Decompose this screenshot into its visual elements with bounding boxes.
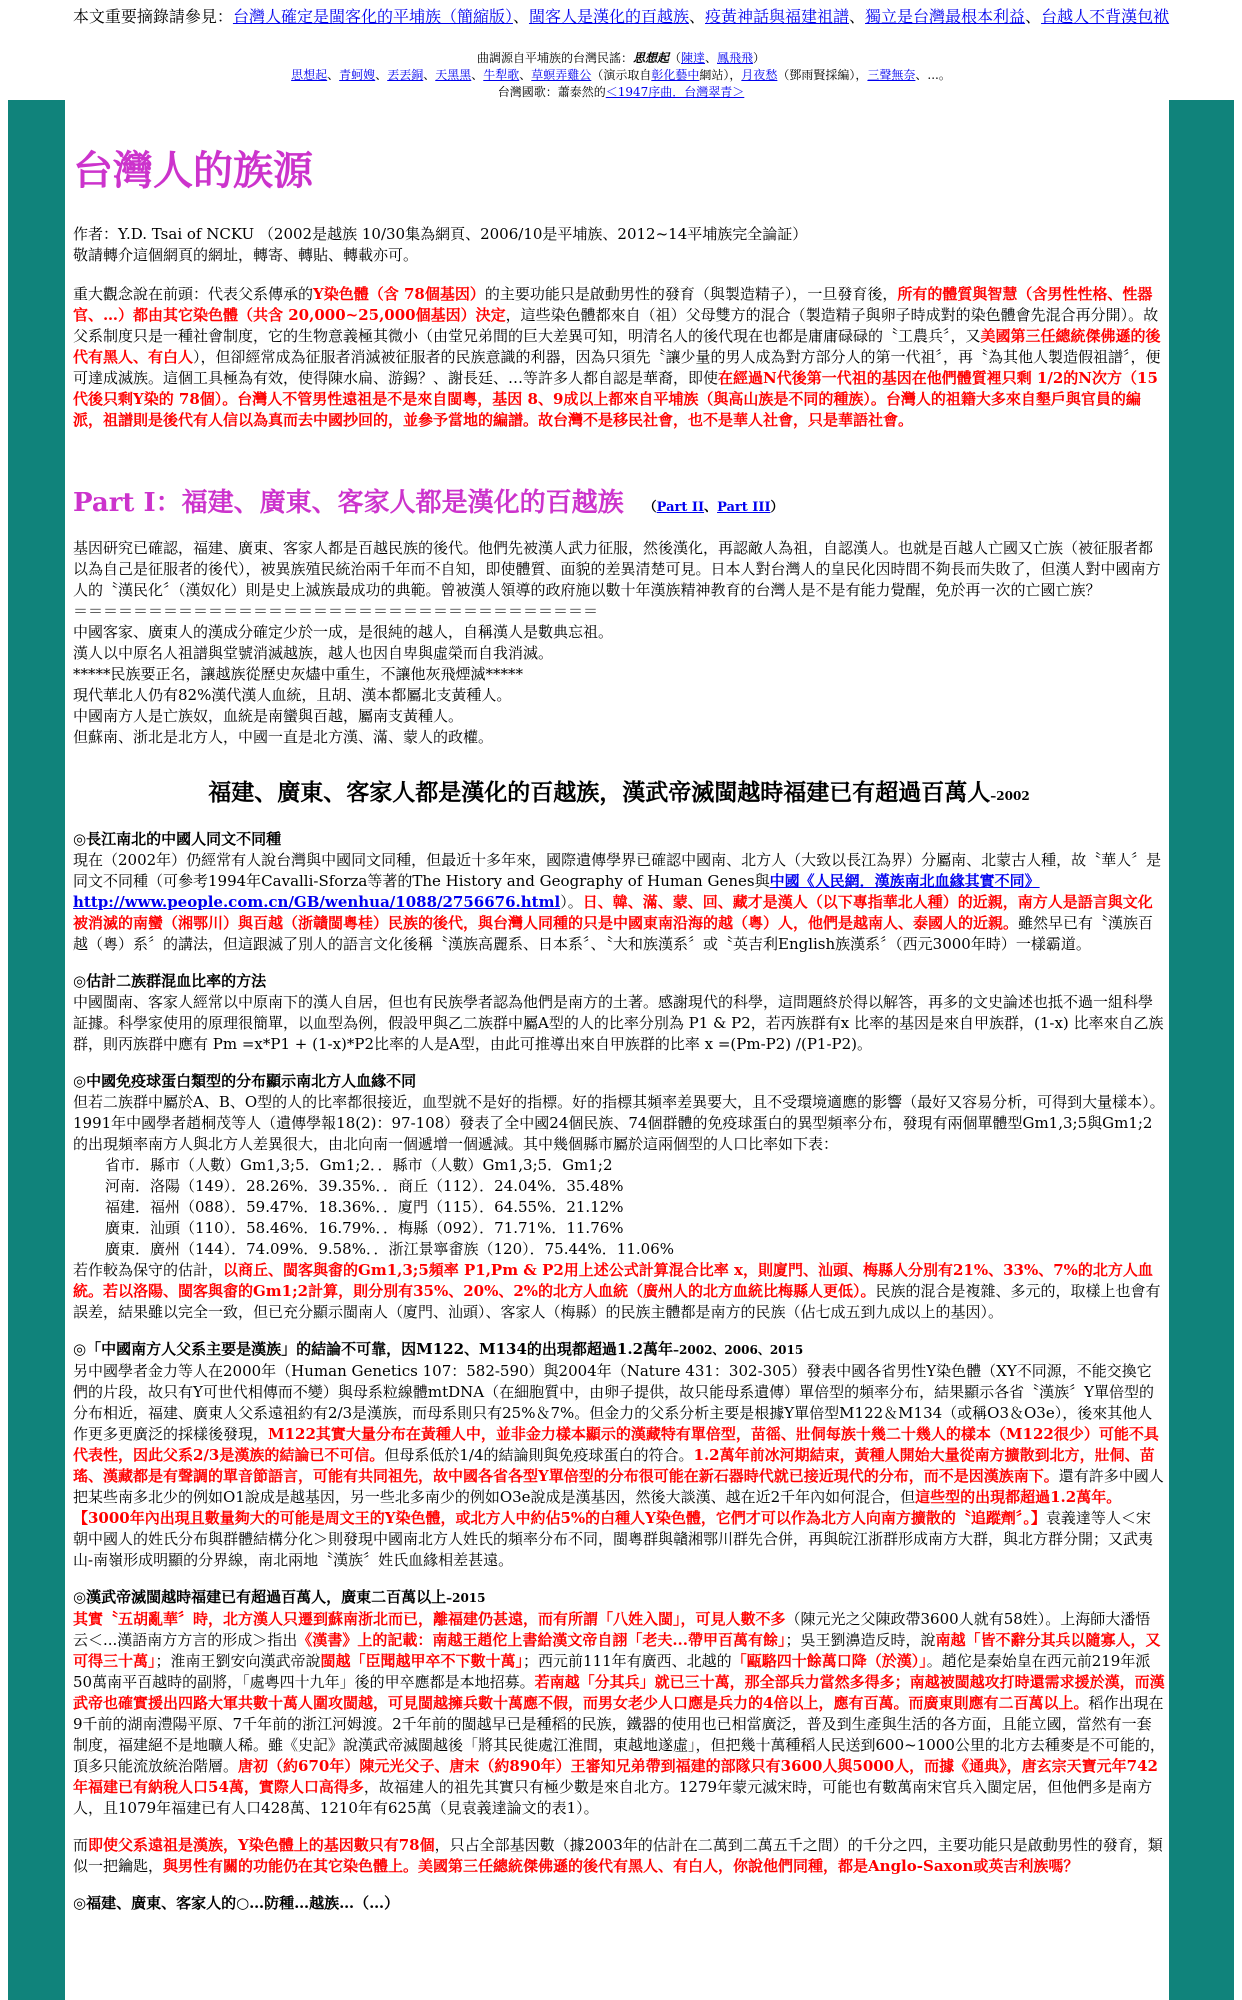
s2-title: ◎估計二族群混血比率的方法 bbox=[73, 972, 267, 990]
part-title: Part I：福建、廣東、客家人都是漢化的百越族 bbox=[73, 488, 624, 518]
part-2-link[interactable]: Part II bbox=[656, 500, 705, 515]
poem-line-5: 中國南方人是亡族奴，血統是南蠻與百越，屬南支黃種人。 bbox=[73, 707, 464, 725]
part-3-link[interactable]: Part III bbox=[717, 500, 771, 515]
song-link-fengfeifei[interactable]: 鳳飛飛 bbox=[717, 51, 754, 65]
s5-paragraph: 其實〝五胡亂華〞時，北方漢人只遷到蘇南浙北而已，離福建仍甚遠，而有所謂「八姓入閩」，可見人數不多（陳元光之父陳政帶3600人就有58姓）。上海師大潘悟云＜...漢語南方方言的形成＞指出《漢書》上的記載：南越王趙佗上書給漢文帝自詡「老夫...帶甲百萬有餘」；吳王劉濞造反時，說南越「皆不辭分其兵以隨寡人，又可得三十萬」；淮南王劉安向漢武帝說閩越「臣聞越甲卒不下數十萬」；西元前111年有廣西、北越的「甌駱四十餘萬口降（於漢）」。趙佗是秦始皇在西元前219年派50萬南平百越時的副將，「處粵四十九年」後的甲卒應都是本地招募。若南越「分其兵」就已三十萬，那全部兵力當然多得多；南越被閩越攻打時還需求援於漢，而漢武帝也確實援出四路大軍共數十萬人圍攻閩越，可見閩越擁兵數十萬應不假，而男女老少人口應是兵力的4倍以上，應有百萬。而廣東則應有二百萬以上。稻作出現在9千前的湖南澧陽平原、7千年前的浙江河姆渡。2千年前的閩越早已是種稻的民族，鐵器的使用也已相當廣泛，普及到生產與生活的各方面，且能立國，當然有一套制度，福建絕不是地曠人稀。雖《史記》說漢武帝滅閩越後「將其民徙處江淮間，東越地遂虛」，但把幾十萬種稻人民送到600~1000公里的北方去種麥是不可能的，頂多只能流放統治階層。唐初（約670年）陳元光父子、唐末（約890年）王審知兄弟帶到福建的部隊只有3600人與5000人，而據《通典》，唐玄宗天寶元年742年福建已有納稅人口54萬，實際人口高得多，故福建人的祖先其實只有極少數是來自北方。1279年蒙元滅宋時，可能也有數萬南宋官兵入閩定居，但他們多是南方人，且1079年福建已有人口428萬、1210年有625萬（見袁義達論文的表1）。 bbox=[73, 1610, 1165, 1817]
s3-conclusion: 若作較為保守的估計，以商丘、閩客與畬的Gm1,3;5頻率 P1,Pm & P2用上述公式計算混合比率 x，則廈門、汕頭、梅縣人分別有21%、33%、7%的北方人血統。若以洛陽、閩客與畬的Gm1;2計算，則分別有35%、20%、2%的北方人血統（廣州人的北方血統比梅縣人更低）。民族的混合是複雜、多元的，取樣上也會有誤差，結果雖以完全一致，但已充分顯示閩南人（廈門、汕頭）、客家人（梅縣）的民族主體都是南方的民族（佔七成五到九成以上的基因）。 bbox=[73, 1261, 1161, 1321]
gm-table-row: 河南．洛陽（149）．28.26%．39.35%．．商丘（112）．24.04%．35.48% bbox=[105, 1177, 624, 1195]
song-link-3[interactable]: 丟丟銅 bbox=[387, 68, 424, 82]
s4-title: ◎「中國南方人父系主要是漢族」的結論不可靠，因M122、M134的出現都超過1.2萬年–2002、2006、2015 bbox=[73, 1340, 804, 1358]
refs-prefix: 本文重要摘錄請參見： bbox=[72, 7, 233, 26]
poem-line-4: 現代華北人仍有82%漢代漢人血統，且胡、漢本都屬北支黃種人。 bbox=[73, 686, 512, 704]
page-title: 台灣人的族源 bbox=[73, 147, 313, 194]
author-line: 作者：Y.D. Tsai of NCKU （2002是越族 10/30集為網頁、2006/10是平埔族、2012~14平埔族完全論証） bbox=[73, 225, 808, 243]
article-body bbox=[65, 100, 1169, 2000]
poem-line-1: 中國客家、廣東人的漢成分確定少於一成，是很純的越人，自稱漢人是數典忘祖。 bbox=[73, 623, 614, 641]
song-prefix: 曲調源自平埔族的台灣民謠： bbox=[476, 51, 633, 65]
s5-title: ◎漢武帝滅閩越時福建已有超過百萬人，廣東二百萬以上–2015 bbox=[73, 1588, 486, 1606]
ref-link-3[interactable]: 疫黃神話與福建祖譜 bbox=[705, 7, 850, 26]
repost-note: 敬請轉介這個網頁的網址，轉寄、轉貼、轉載亦可。 bbox=[73, 246, 419, 264]
song-note: （演示取自 bbox=[591, 68, 652, 82]
s4-paragraph: 另中國學者金力等人在2000年（Human Genetics 107：582-590）與2004年（Nature 431：302-305）發表中國各省男性Y染色體（XY不同源，不能交換它們的片段，故只有Y可世代相傳而不變）與母系粒線體mtDNA（在細胞質中，由卵子提供，故只能母系遺傳）單倍型的頻率分布，結果顯示各省〝漢族〞Y單倍型的分布相近，福建、廣東人父系遠祖約有2/3是漢族，而母系則只有25%＆7%。但金力的父系分析主要是根據Y單倍型M122＆M134（或稱O3＆O3e），後來其他人作更多更廣泛的採樣後發現，M122其實大量分布在黃種人中，並非金力樣本顯示的漢藏特有單倍型，苗徭、壯侗每族十幾二十幾人的樣本（M122很少）可能不具代表性，因此父系2/3是漢族的結論已不可信。但母系低於1/4的結論則與免疫球蛋白的符合。1.2萬年前冰河期結束，黃種人開始大量從南方擴散到北方，壯侗、苗瑤、漢藏都是有聲調的單音節語言，可能有共同祖先，故中國各省各型Y單倍型的分布很可能在新石器時代就已接近現代的分布，而不是因漢族南下。還有許多中國人把某些南多北少的例如O1說成是越基因，另一些北多南少的例如O3e說成是漢基因，然後大談漢、越在近2千年內如何混合，但這些型的出現都超過1.2萬年。【3000年內出現且數量夠大的可能是周文王的Y染色體，或北方人中約佔5%的白種人Y染色體，它們才可以作為北方人向南方擴散的〝追蹤劑〞。】袁義達等人＜宋朝中國人的姓氏分布與群體結構分化＞則發現中國南北方人姓氏的頻率分布不同，閩粵群與贛湘鄂川群先合併，再與皖江浙群形成南方大群，與北方群分開；又武夷山-南嶺形成明顯的分界線，南北兩地〝漢族〞姓氏血緣相差甚遠。 bbox=[73, 1362, 1164, 1569]
gm-table bbox=[73, 1155, 1165, 1260]
poem-line-3: *****民族要正名，讓越族從歷史灰燼中重生，不讓他灰飛煙滅***** bbox=[73, 665, 524, 683]
song-note-3: （鄧雨賢採編）， bbox=[777, 68, 868, 82]
next-section-title: ◎福建、廣東、客家人的○…防種…越族…（…） bbox=[73, 1894, 400, 1912]
s3-title: ◎中國免疫球蛋白類型的分布顯示南北方人血緣不同 bbox=[73, 1072, 417, 1090]
ref-link-1[interactable]: 台灣人確定是閩客化的平埔族（簡縮版） bbox=[232, 7, 513, 26]
page-header bbox=[0, 0, 1242, 101]
gm-table-row: 廣東．廣州（144）．74.09%．9.58%．．浙江景寧畬族（120）．75.44%．11.06% bbox=[105, 1240, 674, 1258]
ref-link-4[interactable]: 獨立是台灣最根本利益 bbox=[865, 7, 1026, 26]
people-daily-link[interactable]: 中國《人民網．漢族南北血緣其實不同》 bbox=[769, 872, 1040, 890]
poem-line-2: 漢人以中原名人祖譜與堂號消滅越族，越人也因自卑與虛榮而自我消滅。 bbox=[73, 644, 554, 662]
people-daily-url[interactable]: http://www.people.com.cn/GB/wenhua/1088/2756676.html bbox=[73, 893, 561, 911]
anthem-prefix: 台灣國歌：蕭泰然的 bbox=[497, 85, 606, 99]
song-link-1[interactable]: 思想起 bbox=[291, 68, 328, 82]
s1-title: ◎長江南北的中國人同文不同種 bbox=[73, 830, 282, 848]
ref-link-2[interactable]: 閩客人是漢化的百越族 bbox=[528, 7, 689, 26]
song-link-6[interactable]: 草螟弄雞公 bbox=[531, 68, 592, 82]
gm-table-header: 省市．縣市（人數）Gm1,3;5．Gm1;2．．縣市（人數）Gm1,3;5．Gm1;2 bbox=[105, 1156, 613, 1174]
song-source-link[interactable]: 彰化藝中 bbox=[651, 68, 700, 82]
part1-intro: 基因研究已確認，福建、廣東、客家人都是百越民族的後代。他們先被漢人武力征服，然後漢化，再認敵人為祖，自認漢人。也就是百越人亡國又亡族（被征服者都以為自己是征服者的後代），被異族殖民統治兩千年而不自知，即使體質、面貌的差異清楚可見。日本人對台灣人的皇民化因時間不夠長而失敗了，但漢人對中國南方人的〝漢民化〞（漢奴化）則是史上滅族最成功的典範。曾被漢人領導的政府施以數十年漢族精神教育的台灣人是不是有能力覺醒，免於再一次的亡國亡族？ bbox=[73, 539, 1161, 599]
section-heading: 福建、廣東、客家人都是漢化的百越族，漢武帝滅閩越時福建已有超過百萬人–2002 bbox=[208, 779, 1030, 806]
gm-table-row: 福建．福州（088）．59.47%．18.36%．．廈門（115）．64.55%．21.12% bbox=[105, 1198, 624, 1216]
s3-paragraph: 但若二族群中屬於A、B、O型的人的比率都很接近，血型就不是好的指標。好的指標其頻率差異要大，且不受環境適應的影響（最好又容易分析，可得到大量樣本）。1991年中國學者趙桐茂等人（遺傳學報18(2)：97-108）發表了全中國24個民族、74個群體的免疫球蛋白的異型頻率分布，發現有兩個單體型Gm1,3;5與Gm1;2的出現頻率南方人與北方人差異很大，由北向南一個遞增一個遞減。其中幾個縣市屬於這兩個型的人口比率如下表： bbox=[73, 1093, 1165, 1153]
y-chromosome-paragraph: 而即使父系遠祖是漢族，Y染色體上的基因數只有78個，只占全部基因數（據2003年的估計在二萬到二萬五千之間）的千分之四，主要功能只是啟動男性的發育，類似一把鑰匙，與男性有關的功能仍在其它染色體上。美國第三任總統傑佛遜的後代有黑人、有白人，你說他們同種，都是Anglo-Saxon或英吉利族嗎？ bbox=[73, 1836, 1163, 1875]
song-title-bold: 思想起 bbox=[632, 51, 669, 65]
poem-line-6: 但蘇南、浙北是北方人，中國一直是北方漢、滿、蒙人的政權。 bbox=[73, 728, 494, 746]
song-link-4[interactable]: 天黑黑 bbox=[435, 68, 472, 82]
reference-links: 本文重要摘錄請參見：台灣人確定是閩客化的平埔族（簡縮版）、閩客人是漢化的百越族、疫黃神話與福建祖譜、獨立是台灣最根本利益、台越人不背漢包袱 bbox=[72, 7, 1170, 26]
part-heading: Part I：福建、廣東、客家人都是漢化的百越族 （Part II、Part III） bbox=[73, 488, 784, 518]
song-link-yueyechou[interactable]: 月夜愁 bbox=[741, 68, 778, 82]
song-links: 曲調源自平埔族的台灣民謠：思想起（陳達、鳳飛飛） 思想起、青蚵嫂、丟丟銅、天黑黑、牛犁歌、草螟弄雞公（演示取自彰化藝中網站），月夜愁（鄧雨賢採編），三聲無奈、...。 台灣國歌：蕭泰然的＜1947序曲．台灣翠青＞ bbox=[291, 51, 951, 99]
song-link-5[interactable]: 牛犁歌 bbox=[483, 68, 520, 82]
intro-paragraph: 重大觀念說在前頭：代表父系傳承的Y染色體（含 78個基因）的主要功能只是啟動男性的發育（與製造精子），一旦發育後，所有的體質與智慧（含男性性格、性器官、…）都由其它染色體（共含 20,000~25,000個基因）決定，這些染色體都來自（祖）父母雙方的混合（製造精子與卵子時成對的染色體會先混合再分開）。故父系制度只是一種社會制度，它的生物意義極其微小（由堂兄弟間的巨大差異可知，明清名人的後代現在也都是庸庸碌碌的〝工農兵〞，又美國第三任總統傑佛遜的後代有黑人、有白人），但卻經常成為征服者消滅被征服者的民族意識的利器，因為只須先〝讓少量的男人成為對方部分人的第一代祖〞，再〝為其他人製造假祖譜〞，便可達成滅族。這個工具極為有效，使得陳水扁、游錫？、謝長廷、…等許多人都自認是華裔，即使在經過N代後第一代祖的基因在他們體質裡只剩 1/2的N次方（15代後只剩Y染的 78個）。台灣人不管男性遠祖是不是來自閩粵，基因 8、9成以上都來自平埔族（與高山族是不同的種族）。台灣人的祖籍大多來自墾戶與官員的編派，祖譜則是後代有人信以為真而去中國抄回的，並參予當地的編譜。故台灣不是移民社會，也不是華人社會，只是華語社會。 bbox=[73, 285, 1161, 429]
divider-line: ＝＝＝＝＝＝＝＝＝＝＝＝＝＝＝＝＝＝＝＝＝＝＝＝＝＝＝＝＝＝＝＝＝＝＝ bbox=[73, 602, 599, 620]
s1-paragraph: 現在（2002年）仍經常有人說台灣與中國同文同種，但最近十多年來，國際遺傳學界已確認中國南、北方人（大致以長江為界）分屬南、北蒙古人種，故〝華人〞是同文不同種（可參考1994年Cavalli-Sforza等著的The History and Geography of Human Genes與中國《人民網．漢族南北血緣其實不同》 http://www.people.com.cn/GB/wenhua/1088/2756676.html）。日、韓、滿、蒙、回、藏才是漢人（以下專指華北人種）的近親，南方人是語言與文化被消滅的南蠻（湘鄂川）與百越（浙贛閩粵桂）民族的後代，與台灣人同種的只是中國東南沿海的越（粵）人，他們是越南人、泰國人的近親。雖然早已有〝漢族百越（粵）系〞的講法，但這跟滅了別人的語言文化後稱〝漢族高麗系、日本系〞、〝大和族漢系〞或〝英吉利English族漢系〞（西元3000年時）一樣霸道。 bbox=[73, 851, 1162, 953]
song-note-end: 、...。 bbox=[915, 68, 951, 82]
song-link-chenda[interactable]: 陳達 bbox=[680, 51, 705, 65]
gm-table-row: 廣東．汕頭（110）．58.46%．16.79%．．梅縣（092）．71.71%．11.76% bbox=[105, 1219, 624, 1237]
anthem-link[interactable]: ＜1947序曲．台灣翠青＞ bbox=[605, 85, 745, 99]
ref-link-5[interactable]: 台越人不背漢包袱 bbox=[1041, 7, 1170, 26]
song-link-2[interactable]: 青蚵嫂 bbox=[339, 68, 376, 82]
song-link-sanshengwunai[interactable]: 三聲無奈 bbox=[867, 68, 916, 82]
song-note-2: 網站）， bbox=[699, 68, 742, 82]
s2-paragraph: 中國閩南、客家人經常以中原南下的漢人自居，但也有民族學者認為他們是南方的土著。感謝現代的科學，這問題終於得以解答，再多的文史論述也抵不過一組科學証據。科學家使用的原理很簡單，以血型為例，假設甲與乙二族群中屬A型的人的比率分別為 P1 & P2，若丙族群有x 比率的基因是來自甲族群，(1-x) 比率來自乙族群，則丙族群中應有 Pm =x*P1 + (1-x)*P2比率的人是A型，由此可推導出來自甲族群的比率 x =(Pm-P2) /(P1-P2)。 bbox=[73, 993, 1164, 1053]
